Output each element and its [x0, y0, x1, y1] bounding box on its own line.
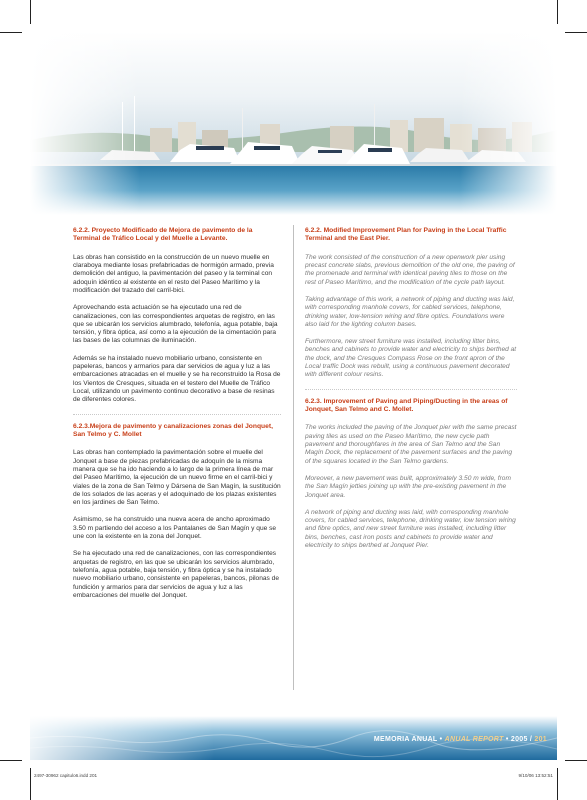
crop-mark — [30, 0, 31, 24]
column-divider — [293, 225, 294, 690]
footer-bullet: • — [505, 736, 509, 743]
footer-bullet: • — [439, 736, 443, 743]
paragraph: Las obras han contemplado la pavimentación sobre el muelle del Jonquet a base de piezas prefabricadas de adoquín de la misma manera que se ha ido haciendo a lo largo de la primera línea de mar del Paseo Marítimo, la ejecución de un nuevo firme en el carril-bici y viales de la zona de San Telmo y Dársena de San Magín, la sustitución de los solados de las aceras y el adoquinado de los plazas existentes en los jardines de San Telmo. — [73, 449, 281, 507]
section-heading-6-2-2-en: 6.2.2. Modified Improvement Plan for Paving in the Local Traffic Terminal and the East Pier. — [305, 227, 507, 243]
footer-annual-report: ANUAL REPORT — [444, 736, 504, 743]
spanish-column — [73, 227, 281, 609]
paragraph: Moreover, a new pavement was built, approximately 3.50 m wide, from the San Magín jetties joining up with the pre-existing pavement in the Jonquet area. — [305, 474, 511, 499]
section-heading-6-2-3-es: 6.2.3.Mejora de pavimento y canalizaciones zonas del Jonquet, San Telmo y C. Mollet — [73, 422, 273, 438]
section-heading-6-2-3-en: 6.2.3. Improvement of Paving and Piping/Ducting in the areas of Jonquet, San Telmo and C. Mollet. — [305, 397, 508, 414]
crop-mark — [30, 768, 31, 800]
footer-slash: / — [529, 736, 533, 743]
crop-mark — [0, 32, 22, 33]
crop-mark — [565, 760, 587, 761]
paragraph: Furthermore, new street furniture was installed, including litter bins, benches and cabinets to provide water and electricity to ships berthed at the dock, and the Cresques Compass Rose on the front apron of the Local traffic Dock was rebuilt, using a continuous pavement decorated with different colour resins. — [305, 338, 517, 379]
harbour-photo — [30, 32, 557, 215]
slug-timestamp: 9/10/06 13:52:51 — [518, 773, 553, 778]
english-column — [305, 227, 517, 559]
slug-file-info: 2497-30962 capitulo6.indd 201 — [34, 773, 98, 778]
paragraph: Taking advantage of this work, a network of piping and ducting was laid, with corresponding manhole covers, for cabled services, telephone, drinking water, low-tension wiring and fibre optics. Foundations were also laid for the lighting column bases. — [305, 296, 515, 328]
paragraph: Las obras han consistido en la construcción de un nuevo muelle en claraboya mediante losas prefabricadas de hormigón armado, previa demolición del antiguo, la pavimentación del paseo y la terminal con adoquín idéntico al existente en el resto del Paseo Marítimo y la modificación del trazado del carril-bici. — [73, 253, 274, 294]
paragraph: Aprovechando esta actuación se ha ejecutado una red de canalizaciones, con las correspondientes arquetas de registro, en las que se ubicarán los servicios alumbrado, telefonía, agua potable, baja tensión, y fibra óptica, así como a la ejecución de la cimentación para las bases de las columnas de iluminación. — [73, 304, 278, 345]
footer-year: 2005 — [510, 736, 528, 743]
crop-mark — [0, 760, 22, 761]
section-heading-6-2-2-es: 6.2.2. Proyecto Modificado de Mejora de pavimento de la Terminal de Tráfico Local y del Muelle a Levante. — [73, 227, 253, 243]
section-divider — [73, 414, 281, 415]
section-divider — [305, 389, 517, 390]
crop-mark — [565, 32, 587, 33]
paragraph: The works included the paving of the Jonquet pier with the same precast paving tiles as used on the Paseo Marítimo, the new cycle path pavement and thoroughfares in the area of San Telmo and the San Magín Dock, the replacement of the pavement surfaces and the paving of the squares located in the San Telmo gardens. — [305, 424, 517, 465]
paragraph: Además se ha instalado nuevo mobiliario urbano, consistente en papeleras, bancos y armarios para dar servicios de agua y luz a las embarcaciones atracadas en el muelle y se ha reconstruido la Rosa de los Vientos de Cresques, situada en el testero del Muelle de Tráfico Local, utilizando un pavimento continuo decorativo a base de resinas de diferentes colores. — [73, 354, 281, 404]
crop-mark — [557, 0, 558, 24]
paragraph: The work consisted of the construction of a new openwork pier using precast concrete slabs, previous demolition of the old one, the paving of the promenade and terminal with identical paving tiles to those on the rest of Paseo Marítimo, and the modification of the cycle path layout. — [305, 253, 515, 286]
footer-running-title — [374, 736, 547, 743]
paragraph: Se ha ejecutado una red de canalizaciones, con las correspondientes arquetas de registro, en las que se ubicarán los servicios alumbrado, telefonía, agua potable, baja tensión, y fibra óptica y se ha instalado nuevo mobiliario urbano, consistente en papeleras, bancos, pilonas de fundición y armarios para dar servicios de agua y luz a las embarcaciones del muelle del Jonquet. — [73, 550, 280, 599]
paragraph: A network of piping and ducting was laid, with corresponding manhole covers, for cabled services, telephone, drinking water, low tension wiring and fibre optics, and new street furniture was installed, including litter bins, benches, cast iron posts and cabinets to provide water and electricity to ships berthed at Jonquet Pier. — [305, 508, 516, 550]
paragraph: Asimismo, se ha construido una nueva acera de ancho aproximado 3.50 m partiendo del acceso a los Pantalanes de San Magín y que se une con la existente en la zona del Jonquet. — [73, 516, 277, 541]
crop-mark — [557, 768, 558, 800]
footer-memoria: MEMORIA ANUAL — [373, 736, 438, 743]
page-number: 201 — [534, 736, 547, 743]
